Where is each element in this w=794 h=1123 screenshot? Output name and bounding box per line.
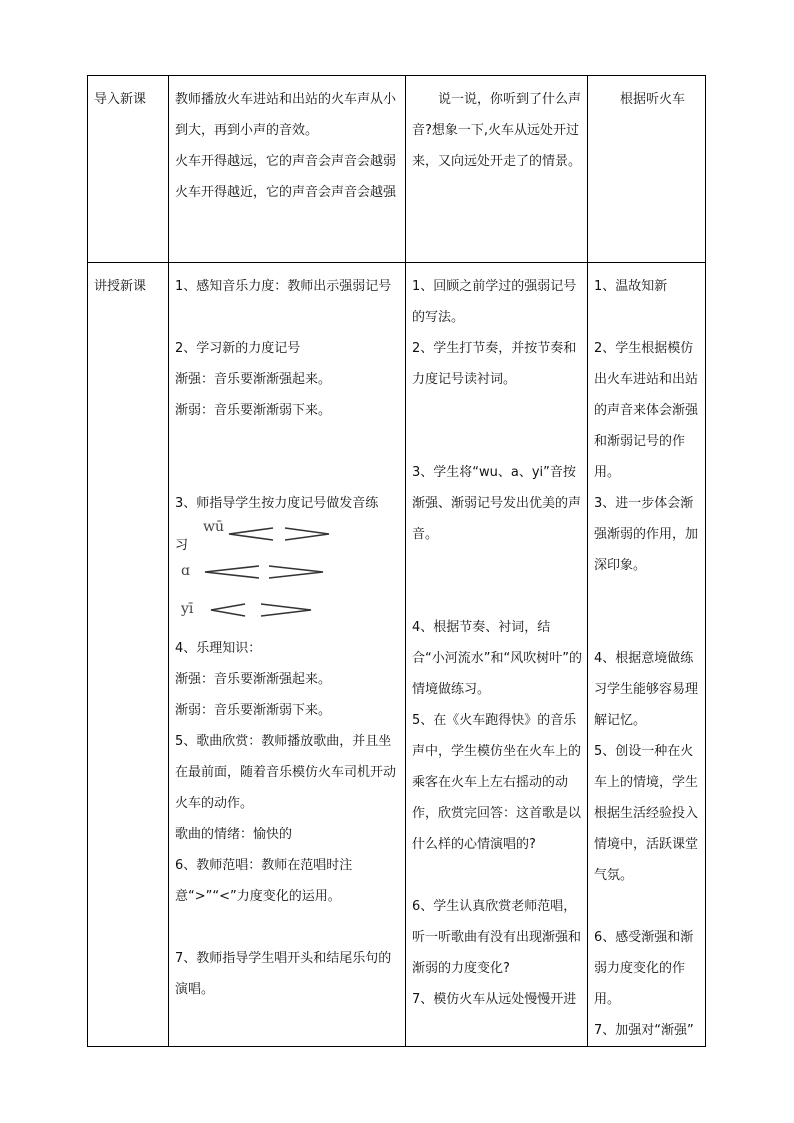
syllable-label: wū: [203, 519, 224, 535]
crescendo-icon: [203, 565, 261, 579]
paragraph: 7、加强对“渐强”: [594, 1023, 694, 1038]
paragraph: 3、师指导学生按力度记号做发音练: [175, 496, 379, 511]
paragraph: 教师播放火车进站和出站的火车声从小到大，再到小声的音效。: [175, 92, 397, 138]
paragraph: 2、学习新的力度记号: [175, 341, 301, 356]
design-intent-cell: [588, 76, 706, 263]
paragraph: 2、学生根据模仿出火车进站和出站的声音来体会渐强和渐弱记号的作用。: [594, 341, 699, 480]
stage-label: 导入新课: [94, 92, 147, 107]
paragraph: 7、教师指导学生唱开头和结尾乐句的演唱。: [175, 951, 392, 997]
paragraph: 说一说，你听到了什么声音?想象一下,火车从远处开过来，又向远处开走了的情景。: [412, 92, 582, 169]
table-row: [88, 76, 706, 263]
student-activity-cell: [406, 76, 588, 263]
design-intent-cell: [588, 263, 706, 1047]
paragraph: 渐强：音乐要渐渐强起来。: [175, 372, 332, 387]
stage-label: 讲授新课: [94, 279, 147, 294]
paragraph: 火车开得越近，它的声音会声音会越强: [175, 185, 397, 200]
paragraph: 5、歌曲欣赏：教师播放歌曲，并且坐在最前面，随着音乐模仿火车司机开动火车的动作。: [175, 734, 397, 811]
paragraph: 7、模仿火车从远处慢慢开进: [412, 992, 577, 1007]
decrescendo-icon: [259, 603, 313, 617]
dynamics-row: [175, 519, 400, 557]
paragraph: 6、教师范唱：教师在范唱时注意“>”“<”力度变化的运用。: [175, 858, 353, 904]
dynamics-row: [175, 595, 400, 633]
crescendo-icon: [227, 527, 275, 541]
dynamics-row: [175, 557, 400, 595]
paragraph: 渐弱：音乐要渐渐弱下来。: [175, 703, 332, 718]
paragraph-tail: 习: [175, 538, 189, 553]
paragraph: 2、学生打节奏，并按节奏和力度记号读衬词。: [412, 341, 577, 387]
stage-cell: [88, 76, 169, 263]
paragraph: 火车开得越远，它的声音会声音会越弱: [175, 154, 397, 169]
paragraph: 根据听火车: [620, 92, 686, 107]
decrescendo-icon: [283, 527, 331, 541]
syllable-label: ɑ: [181, 563, 190, 579]
paragraph: 1、回顾之前学过的强弱记号的写法。: [412, 279, 577, 325]
paragraph: 6、学生认真欣赏老师范唱，听一听歌曲有没有出现渐强和渐弱的力度变化?: [412, 899, 582, 976]
paragraph: 1、温故知新: [594, 279, 668, 294]
teacher-activity-cell: [169, 263, 406, 1047]
paragraph: 渐强：音乐要渐渐强起来。: [175, 672, 332, 687]
paragraph: 4、根据意境做练习学生能够容易理解记忆。: [594, 651, 699, 728]
table-row: [88, 263, 706, 1047]
paragraph: 5、创设一种在火车上的情境，学生根据生活经验投入情境中，活跃课堂气氛。: [594, 744, 699, 883]
teacher-activity-cell: [169, 76, 406, 263]
paragraph: 歌曲的情绪：愉快的: [175, 827, 293, 842]
paragraph: 4、乐理知识：: [175, 641, 262, 656]
paragraph: 3、进一步体会渐强渐弱的作用，加深印象。: [594, 496, 699, 573]
lesson-plan-table: [87, 75, 706, 1047]
paragraph: 3、学生将“wu、a、yi”音按渐强、渐弱记号发出优美的声音。: [412, 465, 582, 542]
student-activity-cell: [406, 263, 588, 1047]
paragraph: 渐弱：音乐要渐渐弱下来。: [175, 403, 332, 418]
paragraph: 4、根据节奏、衬词，结合“小河流水”和“风吹树叶”的情境做练习。: [412, 620, 582, 697]
paragraph: 5、在《火车跑得快》的音乐声中，学生模仿坐在火车上的乘客在火车上左右摇动的动作，欣赏完回答：这首歌是以什么样的心情演唱的?: [412, 713, 582, 852]
paragraph: 6、感受渐强和渐弱力度变化的作用。: [594, 930, 694, 1007]
syllable-label: yī: [181, 601, 194, 617]
crescendo-icon: [209, 603, 247, 617]
paragraph: 1、感知音乐力度：教师出示强弱记号: [175, 279, 392, 294]
decrescendo-icon: [267, 565, 325, 579]
stage-cell: [88, 263, 169, 1047]
